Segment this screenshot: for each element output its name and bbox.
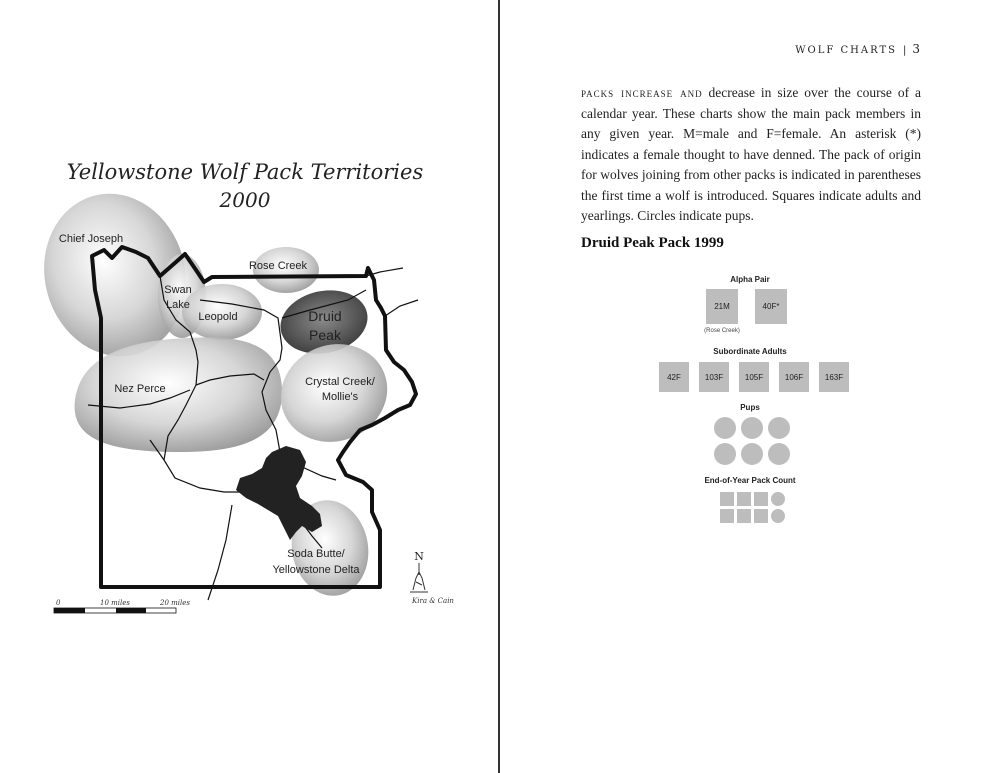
label-swan: Swan — [164, 284, 192, 296]
label-chief-joseph: Chief Joseph — [58, 233, 124, 245]
subordinate-box-1: 103F — [699, 362, 729, 392]
scale-label-20: 20 miles — [160, 599, 190, 607]
label-leopold: Leopold — [198, 311, 238, 323]
label-druid: Druid — [308, 308, 342, 324]
running-head — [795, 42, 920, 56]
label-lake: Lake — [166, 299, 190, 311]
count-adult-square-0 — [720, 492, 734, 506]
label-nez-perce: Nez Perce — [114, 383, 166, 395]
north-label: N — [414, 550, 424, 563]
right-page — [500, 0, 1000, 773]
scale-label-0: 0 — [56, 599, 61, 607]
subordinate-box-0: 42F — [659, 362, 689, 392]
label-yellowstone-delta: Yellowstone Delta — [272, 564, 360, 576]
label-mollies: Mollie's — [321, 391, 359, 403]
label-soda-butte: Soda Butte/ — [287, 548, 345, 560]
pup-circle-2 — [768, 417, 790, 439]
count-adult-square-5 — [754, 509, 768, 523]
pup-circle-0 — [714, 417, 736, 439]
label-peak: Peak — [309, 327, 341, 343]
pups-label: Pups — [740, 403, 760, 412]
subordinate-label: Subordinate Adults — [713, 347, 787, 356]
count-adult-square-1 — [737, 492, 751, 506]
map-title: Yellowstone Wolf Pack Territories — [66, 160, 424, 184]
pup-circle-3 — [714, 443, 736, 465]
alpha-female-box: 40F* — [755, 289, 787, 324]
count-label: End-of-Year Pack Count — [704, 476, 796, 485]
subordinate-box-2: 105F — [739, 362, 769, 392]
body-paragraph — [581, 83, 921, 227]
lead-in: packs increase and — [581, 85, 703, 100]
count-adult-square-4 — [737, 509, 751, 523]
pup-circle-1 — [741, 417, 763, 439]
running-head-separator: | — [902, 45, 907, 56]
label-rose-creek: Rose Creek — [248, 260, 308, 272]
signature: Kira & Cain — [412, 597, 454, 605]
wolf-sketch-icon — [410, 563, 428, 592]
count-adult-square-2 — [754, 492, 768, 506]
count-pup-circle-0 — [771, 492, 785, 506]
scale-bar — [54, 599, 190, 613]
alpha-label: Alpha Pair — [730, 275, 770, 284]
count-pup-circle-1 — [771, 509, 785, 523]
map-year: 2000 — [219, 188, 271, 212]
subordinate-box-3: 106F — [779, 362, 809, 392]
body-text: decrease in size over the course of a calendar year. These charts show the main pack members in any given year. M=male and F=female. An asterisk (*) indicates a female thought to have denned. The pack of origin for wolves joining from other packs is indicated in parentheses the first time a wolf is introduced. Squares indicate adults and yearlings. Circles indicate pups. — [581, 85, 922, 223]
alpha-male-origin: (Rose Creek) — [704, 328, 740, 334]
scale-label-10: 10 miles — [100, 599, 130, 607]
count-adult-square-3 — [720, 509, 734, 523]
alpha-male-box: 21M — [706, 289, 738, 324]
label-crystal-creek: Crystal Creek/ — [305, 376, 375, 388]
pack-title: Druid Peak Pack 1999 — [581, 235, 724, 251]
pup-circle-5 — [768, 443, 790, 465]
page-number: 3 — [912, 42, 920, 56]
pup-circle-4 — [741, 443, 763, 465]
running-head-section: WOLF CHARTS — [795, 45, 897, 56]
yellowstone-lake — [236, 446, 322, 540]
subordinate-box-4: 163F — [819, 362, 849, 392]
